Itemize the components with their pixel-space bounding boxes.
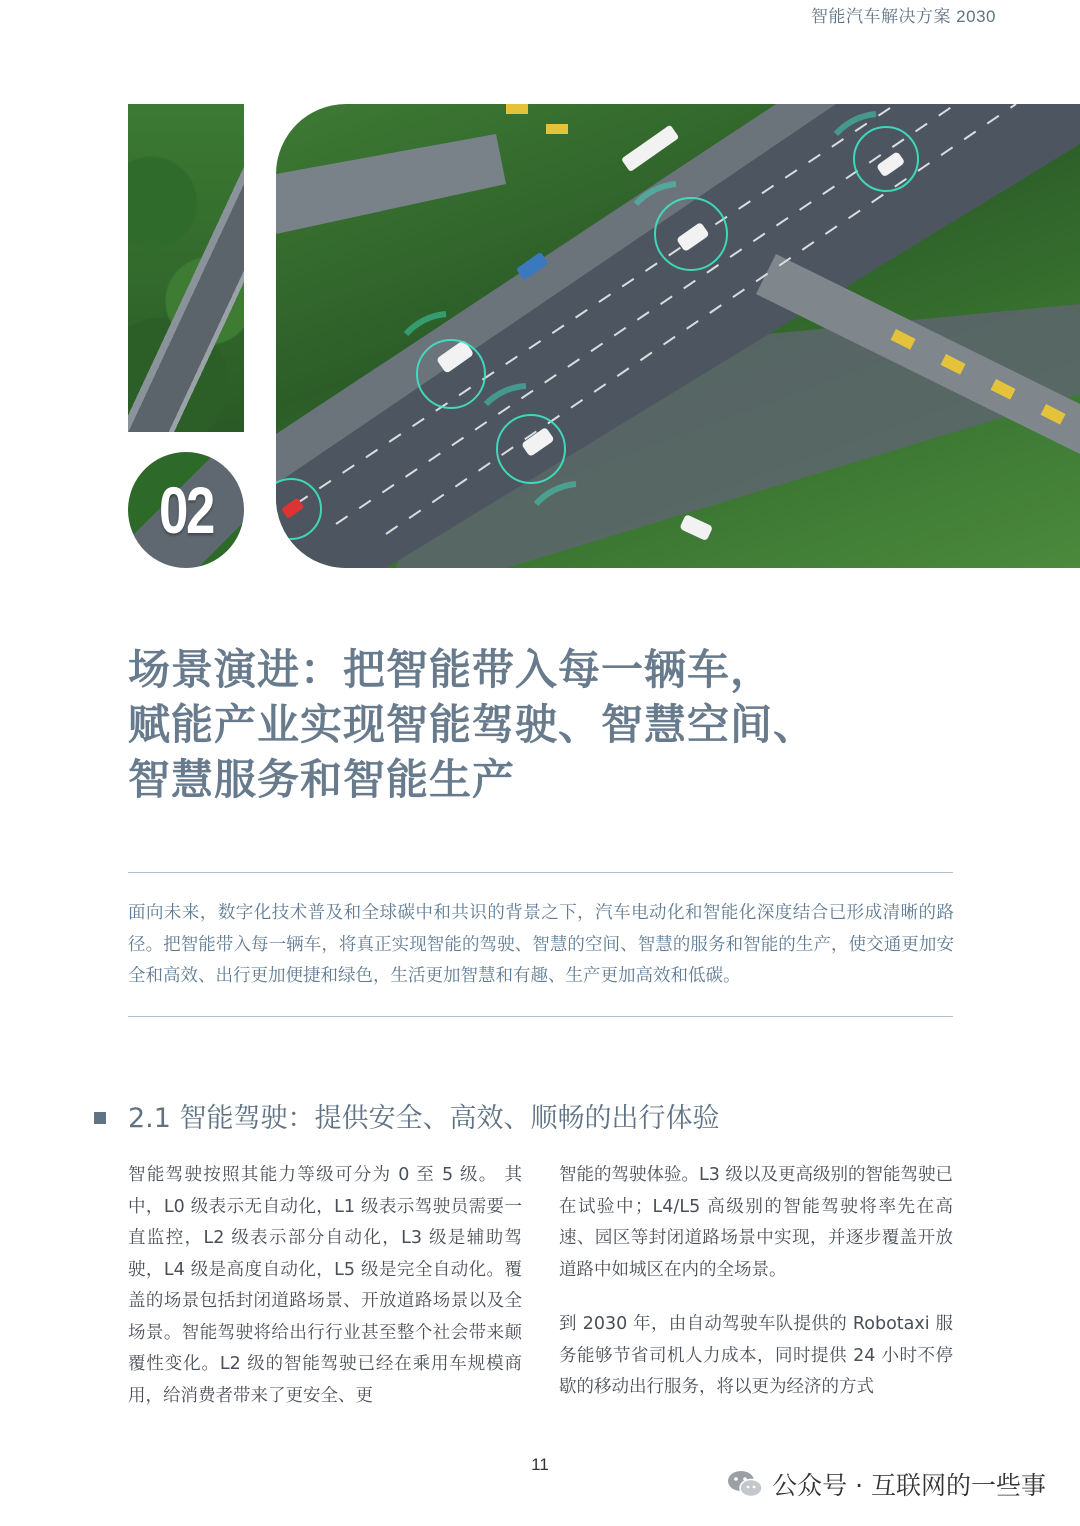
body-column-left [128, 1160, 522, 1435]
body-paragraph: 到 2030 年，由自动驾驶车队提供的 Robotaxi 服务能够节省司机人力成本，同时提供 24 小时不停歇的移动出行服务，将以更为经济的方式 [559, 1314, 953, 1397]
section-title [128, 642, 988, 807]
heading-square-marker [94, 1112, 106, 1124]
hero-image-left [128, 104, 244, 432]
intro-paragraph: 面向未来，数字化技术普及和全球碳中和共识的背景之下，汽车电动化和智能化深度结合已形成清晰的路径。把智能带入每一辆车，将真正实现智能的驾驶、智慧的空间、智慧的服务和智能的生产，使交通更加安全和高效、出行更加便捷和绿色，生活更加智慧和有趣、生产更加高效和低碳。 [128, 903, 954, 986]
body-paragraph: 智能的驾驶体验。L3 级以及更高级别的智能驾驶已在试验中；L4/L5 高级别的智能驾驶将率先在高速、园区等封闭道路场景中实现，并逐步覆盖开放道路中如城区在内的全场景。 [559, 1165, 953, 1280]
chapter-badge [128, 452, 244, 568]
section-title-line: 场景演进：把智能带入每一辆车， [128, 645, 774, 694]
section-title-line: 赋能产业实现智能驾驶、智慧空间、 [128, 700, 817, 749]
divider-top [128, 872, 953, 873]
body-paragraph: 智能驾驶按照其能力等级可分为 0 至 5 级。 其中，L0 级表示无自动化，L1 级表示驾驶员需要一直监控，L2 级表示部分自动化，L3 级是辅助驾驶，L4 级是高度自动化，L5 级是完全自动化。覆盖的场景包括封闭道路场景、开放道路场景以及全场景。智能驾驶将给出行行业甚至整个社会带来颠覆性变化。L2 级的智能驾驶已经在乘用车规模商用，给消费者带来了更安全、更 [128, 1165, 522, 1406]
hero-image-highway [276, 104, 1080, 568]
subsection-heading: 2.1 智能驾驶：提供安全、高效、顺畅的出行体验 [128, 1103, 720, 1134]
body-column-right [559, 1160, 953, 1427]
watermark [726, 1466, 1046, 1502]
wechat-icon [726, 1469, 764, 1499]
section-title-line: 智慧服务和智能生产 [128, 755, 516, 804]
running-header: 智能汽车解决方案 2030 [810, 7, 996, 26]
highway-illustration [276, 104, 1080, 568]
divider-bottom [128, 1016, 953, 1017]
chapter-number: 02 [159, 473, 213, 547]
watermark-text: 公众号 · 互联网的一些事 [772, 1471, 1046, 1500]
page-number: 11 [531, 1455, 549, 1474]
